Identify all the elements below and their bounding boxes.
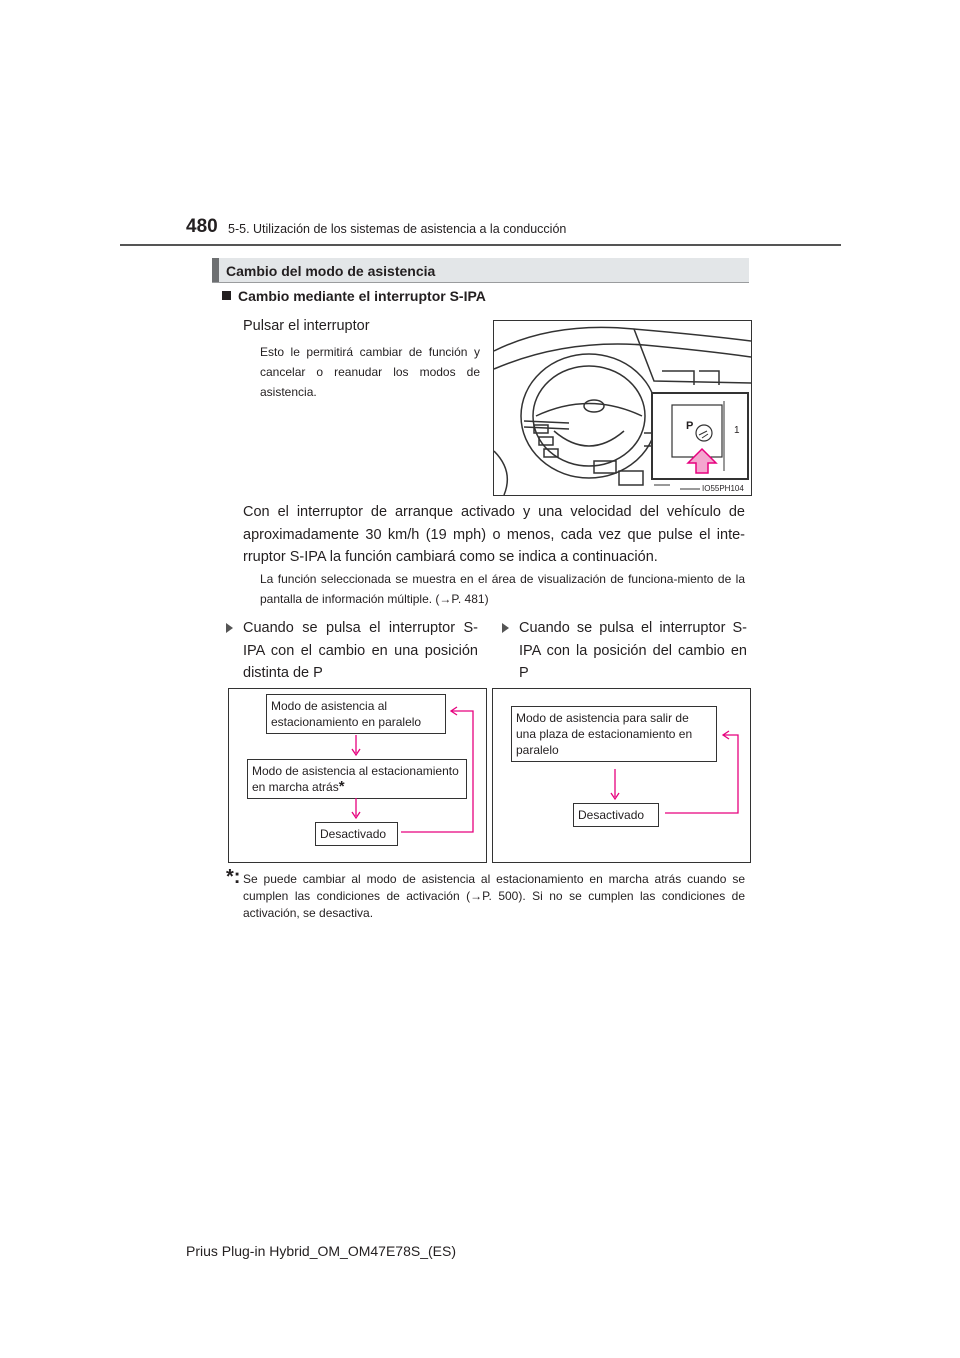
mode-box-off: Desactivado	[315, 822, 398, 846]
section-title: Cambio del modo de asistencia	[226, 263, 436, 279]
section-header: 5-5. Utilización de los sistemas de asistencia a la conducción	[228, 222, 567, 236]
mode-cycle-arrows	[229, 689, 486, 862]
case-shift-p: Cuando se pulsa el interruptor S-IPA con la posición del cambio en P	[519, 620, 747, 681]
square-bullet-icon	[222, 291, 231, 300]
case-shift-not-p: Cuando se pulsa el interruptor S-IPA con el cambio en una posición distinta de P	[243, 620, 478, 681]
footnote-star: *	[338, 778, 345, 795]
triangle-bullet-icon	[226, 623, 233, 633]
mode-box-off: Desactivado	[573, 803, 659, 827]
mode-box-parallel: Modo de asistencia al estacionamiento en paralelo	[266, 694, 446, 734]
dashboard-drawing	[494, 321, 751, 495]
footnote-text: Se puede cambiar al modo de asistencia al estacionamiento en marcha atrás cuando se cumplen las condiciones de activación (→P. 500). Si no se cumplen las condiciones de activación, se desactiva.	[243, 872, 745, 920]
body-paragraph: Con el interruptor de arranque activado y una velocidad del vehículo de aproximadamente 30 km/h (19 mph) o menos, cada vez que pulse el inte-rruptor S-IPA la función cambiará como se indica a continuación.	[243, 504, 745, 565]
illustration-code: IO55PH104	[702, 484, 744, 493]
instruction: Pulsar el interruptor	[243, 318, 370, 334]
mode-box-exit: Modo de asistencia para salir de una plaza de estacionamiento en paralelo	[511, 706, 717, 762]
body-note: La función seleccionada se muestra en el área de visualización de funciona-miento de la pantalla de información múltiple. (→P. 481)	[260, 572, 745, 606]
page-footer: Prius Plug-in Hybrid_OM_OM47E78S_(ES)	[186, 1243, 456, 1259]
header-rule	[120, 244, 841, 246]
triangle-bullet-icon	[502, 623, 509, 633]
dashboard-illustration	[493, 320, 752, 496]
mode-cycle-diagram-left	[228, 688, 487, 863]
section-title-accent	[212, 258, 219, 282]
mode-box-reverse: Modo de asistencia al estacionamiento en marcha atrás*	[247, 759, 467, 799]
subsection-title: Cambio mediante el interruptor S-IPA	[238, 288, 486, 304]
footnote-mark: *:	[226, 866, 241, 888]
page-number: 480	[186, 216, 218, 237]
mode-cycle-arrows	[493, 689, 750, 862]
section-underline	[212, 282, 749, 283]
mode-cycle-diagram-right	[492, 688, 751, 863]
svg-text:1: 1	[734, 425, 740, 436]
instruction-note: Esto le permitirá cambiar de función y cancelar o reanudar los modos de asistencia.	[260, 345, 480, 399]
switch-letter: P	[686, 420, 694, 432]
